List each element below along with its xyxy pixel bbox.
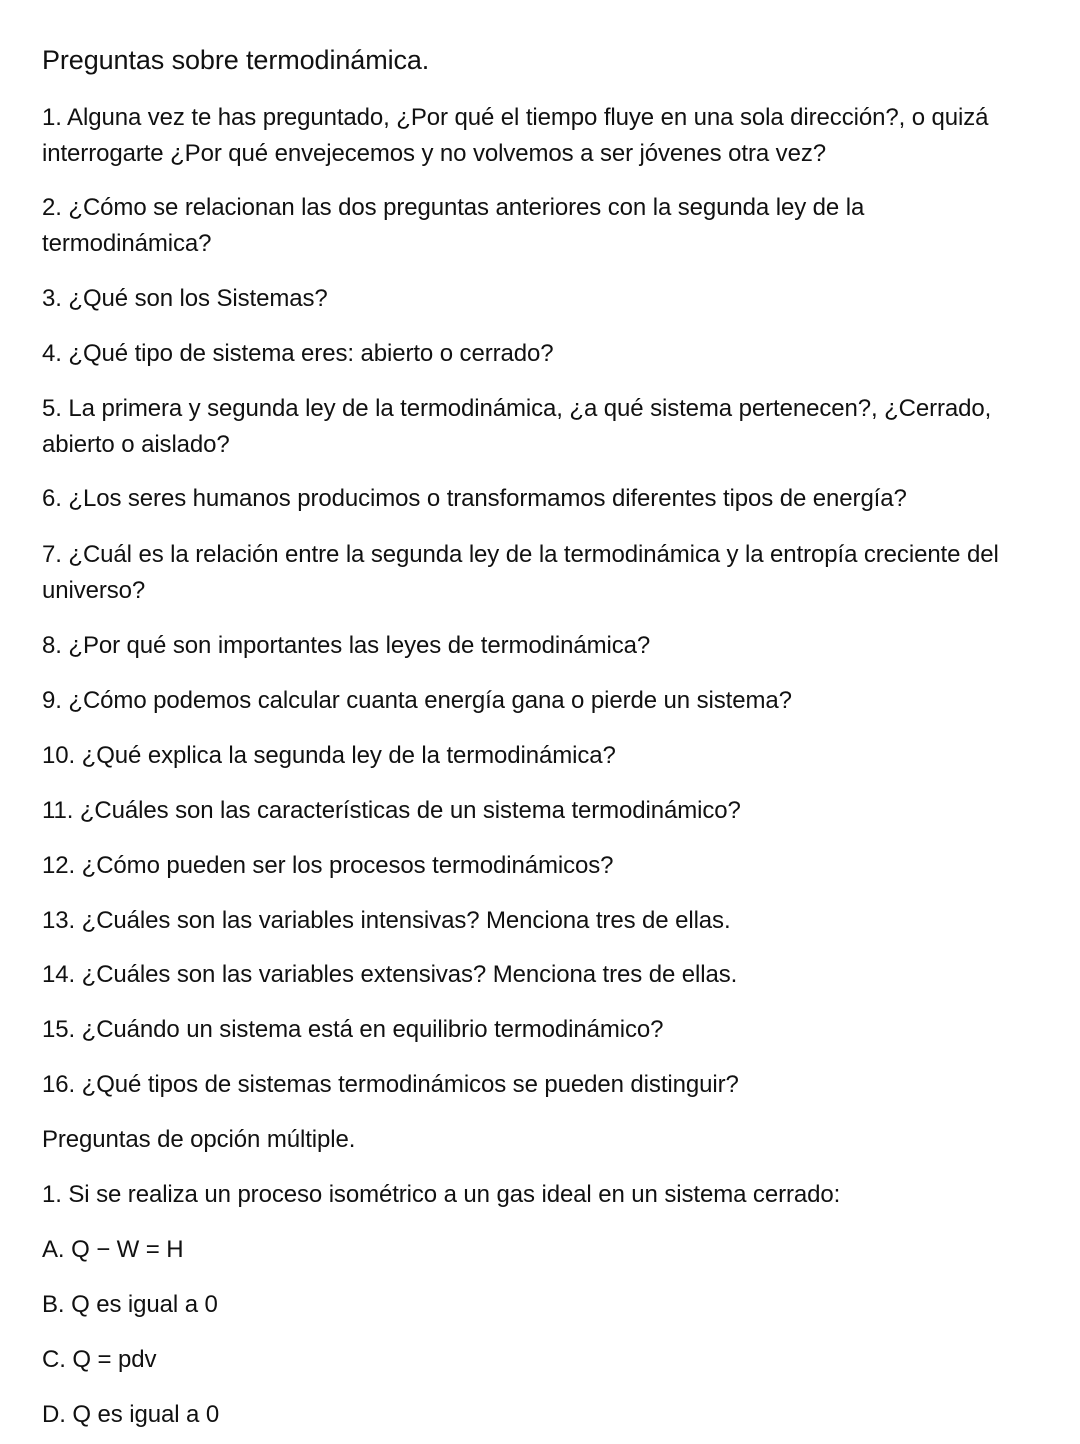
- question-line: 1. Alguna vez te has preguntado, ¿Por qué el tiempo fluye en una sola dirección?, o quizá: [42, 104, 989, 131]
- question-line: 15. ¿Cuándo un sistema está en equilibrio termodinámico?: [42, 1016, 664, 1043]
- option-letter: A.: [42, 1236, 65, 1263]
- question-16: [42, 1067, 739, 1103]
- question-line: termodinámica?: [42, 230, 212, 257]
- question-line: 10. ¿Qué explica la segunda ley de la termodinámica?: [42, 742, 616, 769]
- mc-question: 1. Si se realiza un proceso isométrico a un gas ideal en un sistema cerrado:: [42, 1181, 841, 1208]
- question-1: [42, 100, 988, 172]
- option-letter: B.: [42, 1291, 65, 1318]
- question-7: [42, 537, 999, 609]
- question-11: [42, 793, 741, 829]
- mc-question-block: [42, 1177, 840, 1213]
- question-2: [42, 190, 864, 262]
- question-line: 13. ¿Cuáles son las variables intensivas? Menciona tres de ellas.: [42, 907, 731, 934]
- option-c: [42, 1342, 156, 1378]
- question-line: 6. ¿Los seres humanos producimos o transformamos diferentes tipos de energía?: [42, 485, 907, 512]
- question-14: [42, 957, 737, 993]
- question-line: abierto o aislado?: [42, 431, 230, 458]
- option-text: Q = pdv: [72, 1346, 157, 1373]
- mc-heading-block: [42, 1122, 355, 1158]
- question-4: [42, 336, 553, 372]
- question-15: [42, 1012, 663, 1048]
- question-line: 4. ¿Qué tipo de sistema eres: abierto o cerrado?: [42, 340, 554, 367]
- option-letter: D.: [42, 1401, 66, 1428]
- question-line: 11. ¿Cuáles son las características de un sistema termodinámico?: [42, 797, 741, 824]
- question-8: [42, 628, 650, 664]
- question-line: 3. ¿Qué son los Sistemas?: [42, 285, 328, 312]
- question-line: 7. ¿Cuál es la relación entre la segunda ley de la termodinámica y la entropía creciente del: [42, 541, 999, 568]
- page-title: Preguntas sobre termodinámica.: [42, 45, 430, 75]
- option-b: [42, 1287, 218, 1323]
- question-line: 12. ¿Cómo pueden ser los procesos termodinámicos?: [42, 852, 614, 879]
- question-line: interrogarte ¿Por qué envejecemos y no volvemos a ser jóvenes otra vez?: [42, 140, 826, 167]
- mc-heading: Preguntas de opción múltiple.: [42, 1126, 356, 1153]
- option-letter: C.: [42, 1346, 66, 1373]
- question-line: 2. ¿Cómo se relacionan las dos preguntas anteriores con la segunda ley de la: [42, 194, 865, 221]
- question-line: 16. ¿Qué tipos de sistemas termodinámicos se pueden distinguir?: [42, 1071, 739, 1098]
- question-line: 5. La primera y segunda ley de la termodinámica, ¿a qué sistema pertenecen?, ¿Cerrado,: [42, 395, 992, 422]
- question-line: 8. ¿Por qué son importantes las leyes de termodinámica?: [42, 632, 651, 659]
- question-3: [42, 281, 328, 317]
- question-6: [42, 481, 907, 517]
- option-a: [42, 1232, 184, 1268]
- question-13: [42, 903, 731, 939]
- question-line: universo?: [42, 577, 146, 604]
- question-10: [42, 738, 616, 774]
- option-d: [42, 1397, 219, 1433]
- question-line: 9. ¿Cómo podemos calcular cuanta energía gana o pierde un sistema?: [42, 687, 792, 714]
- question-12: [42, 848, 613, 884]
- question-line: 14. ¿Cuáles son las variables extensivas? Menciona tres de ellas.: [42, 961, 738, 988]
- option-text: Q − W = H: [71, 1236, 184, 1263]
- question-9: [42, 683, 792, 719]
- option-text: Q es igual a 0: [72, 1401, 220, 1428]
- question-5: [42, 391, 991, 463]
- option-text: Q es igual a 0: [71, 1291, 218, 1318]
